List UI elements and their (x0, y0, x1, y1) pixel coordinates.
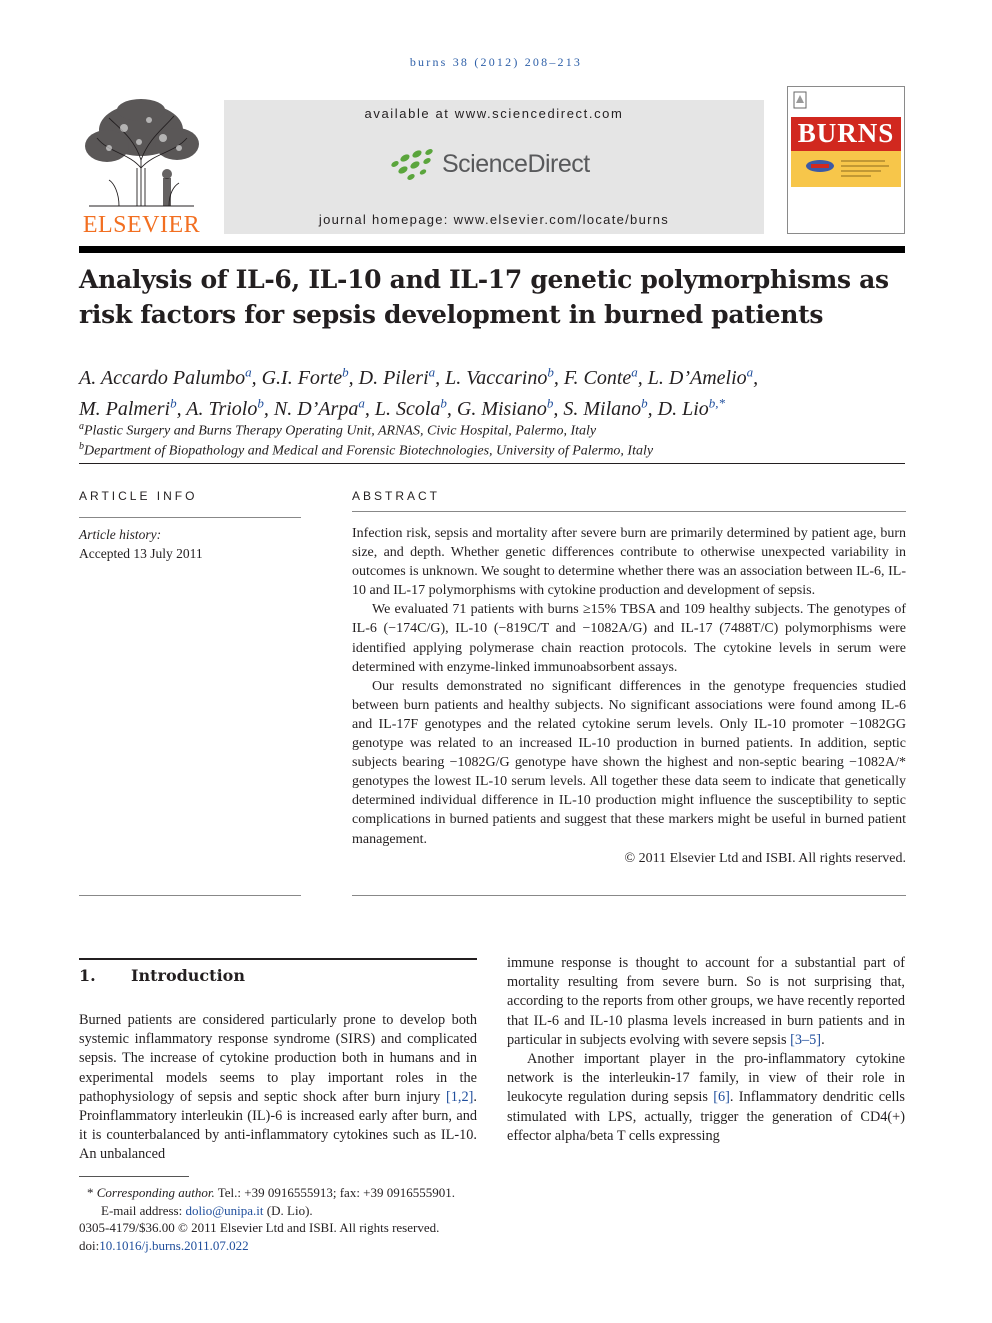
footnote-rule (79, 1176, 189, 1177)
section-heading-introduction (79, 966, 245, 985)
author: D. Pileri$^a$, (358, 364, 446, 389)
section-number: 1. (79, 966, 96, 985)
section-title: Introduction (131, 966, 245, 985)
citation-link[interactable]: [1,2] (446, 1088, 474, 1105)
doi-line: doi:10.1016/j.burns.2011.07.022 (79, 1237, 249, 1253)
affiliation-rule (79, 463, 905, 464)
article-info-bottom-rule (79, 895, 301, 896)
abstract-copyright: © 2011 Elsevier Ltd and ISBI. All rights reserved. (624, 850, 906, 866)
email-link[interactable]: dolio@unipa.it (185, 1202, 264, 1218)
article-info-heading: ARTICLE INFO (79, 489, 198, 503)
cover-badge-icon (805, 159, 835, 173)
elsevier-logo[interactable] (79, 98, 204, 238)
author: L. Scola$^b$, (374, 395, 457, 421)
body-paragraph: Another important player in the pro-inflammatory cytokine network is the interleukin-17 family, in view of their role in leukocyte regulation during sepsis [6]. Inflammatory dendritic cells stimulated with LPS, actually, trigger the generation of CD4(+) effector alpha/beta T cells expressing (507, 1051, 905, 1144)
cover-title: BURNS (797, 118, 895, 148)
email-note: E-mail address: dolio@unipa.it (D. Lio). (101, 1202, 313, 1218)
author: N. D’Arpa$^a$, (273, 395, 375, 421)
author: A. Triolo$^b$, (186, 395, 274, 421)
affiliation-a: $^a$Plastic Surgery and Burns Therapy Operating Unit, ARNAS, Civic Hospital, Palermo, Italy (79, 421, 597, 439)
affiliation-b: $^b$Department of Biopathology and Medical and Forensic Biotechnologies, University of Palermo, Italy (79, 441, 654, 459)
abstract-paragraph: Our results demonstrated no significant differences in the genotype frequencies studied between burn patients and healthy subjects. No significant associations were found among IL-6 and IL-17F genotypes and the related cytokine serum levels. Only IL-10 promoter −1082GG genotype was related to an increased IL-10 production in burned patients. In addition, septic subjects bearing −1082G/G genotype have shown the highest and non-septic bearing −1082A/* genotypes the lowest IL-10 serum levels. All together these data seem to indicate that genetically determined individual difference in IL-10 production might influence the susceptibility to septic complications in burned patients and suggest that these markers might be useful in burned patient management. (352, 678, 906, 847)
author: D. Lio$^{b,*}$ (657, 395, 726, 421)
accepted-date: Accepted 13 July 2011 (79, 546, 203, 561)
author: M. Palmeri$^b$, (79, 395, 187, 421)
sciencedirect-dots-icon (389, 148, 441, 182)
author: L. D’Amelio$^a$, (647, 364, 759, 389)
elsevier-tree-icon (79, 98, 204, 210)
body-column-left (79, 1011, 477, 1165)
abstract-paragraph: We evaluated 71 patients with burns ≥15% TBSA and 109 healthy subjects. The genotypes of IL-6 (−174C/G), IL-10 (−819C/T and −1082A/G) and IL-17 (7488T/C) polymorphisms were identified applying polymerase chain reaction protocols. The cytokine levels in serum were determined with enzyme-linked immunoabsorbent assays. (352, 602, 906, 675)
author-list (79, 359, 905, 422)
sciencedirect-banner (224, 100, 764, 234)
cover-subtitle-band (791, 151, 901, 187)
article-title: Analysis of IL-6, IL-10 and IL-17 genetic polymorphisms as risk factors for sepsis development in burned patients (79, 265, 889, 329)
abstract-rule (352, 511, 906, 512)
body-column-right (507, 954, 905, 1146)
author: F. Conte$^a$, (563, 364, 648, 389)
journal-homepage-link[interactable]: journal homepage: www.elsevier.com/locate/burns (318, 212, 670, 227)
author: G.I. Forte$^b$, (261, 364, 359, 389)
issn-line: 0305-4179/$36.00 © 2011 Elsevier Ltd and ISBI. All rights reserved. (79, 1220, 440, 1235)
running-head: burns 38 (2012) 208–213 (409, 55, 583, 69)
footnote (79, 1184, 489, 1254)
sciencedirect-wordmark: ScienceDirect (442, 150, 590, 178)
sciencedirect-logo[interactable] (389, 146, 609, 186)
author: A. Accardo Palumbo$^a$, (79, 364, 262, 389)
body-paragraph: immune response is thought to account for a substantial part of mortality resulting from severe burn. So is not surprising that, according to the reports from other groups, we have recently reported that IL-6 and IL-10 plasma levels increased in burn patients and in particular in subjects evolving with severe sepsis [3–5]. (507, 955, 905, 1048)
article-info-rule (79, 517, 301, 518)
article-history-label: Article history: (79, 527, 162, 542)
citation-link[interactable]: [3–5] (790, 1031, 822, 1048)
header-rule (79, 246, 905, 253)
abstract-paragraph: Infection risk, sepsis and mortality after severe burn are primarily determined by patient age, burn size, and depth. Whether genetic differences contribute to otherwise unexpected variability in outcomes is unknown. We sought to determine whether there was an association between IL-6, IL-10 and IL-17 polymorphisms with cytokine production and development of sepsis. (352, 526, 906, 599)
corresponding-author-note: * Corresponding author. Tel.: +39 0916555913; fax: +39 0916555901. (87, 1185, 456, 1200)
elsevier-wordmark: ELSEVIER (82, 212, 201, 238)
author: S. Milano$^b$, (563, 395, 658, 421)
cover-title-band (791, 117, 901, 151)
doi-link[interactable]: 10.1016/j.burns.2011.07.022 (99, 1237, 249, 1253)
author: G. Misiano$^b$, (456, 395, 564, 421)
abstract-body (352, 524, 906, 868)
abstract-heading: ABSTRACT (352, 489, 441, 503)
cover-subtitle-lines-icon (841, 158, 891, 180)
author: L. Vaccarino$^b$, (445, 364, 564, 389)
citation-link[interactable]: [6] (713, 1089, 730, 1106)
cover-emblem-icon (793, 91, 807, 109)
abstract-bottom-rule (352, 895, 906, 896)
available-at-link[interactable]: available at www.sciencedirect.com (364, 106, 624, 121)
body-paragraph: Burned patients are considered particularly prone to develop both systemic inflammatory response syndrome (SIRS) and complicated sepsis. The increase of cytokine production both in humans and in experimental models seems to play important roles in the pathophysiology of sepsis and septic shock after burn injury [1,2]. Proinflammatory interleukin (IL)-6 is increased early after burn, and it is counterbalanced by anti-inflammatory cytokines such as IL-10. An unbalanced (79, 1012, 477, 1163)
journal-cover[interactable] (787, 86, 905, 234)
intro-rule (79, 958, 477, 960)
